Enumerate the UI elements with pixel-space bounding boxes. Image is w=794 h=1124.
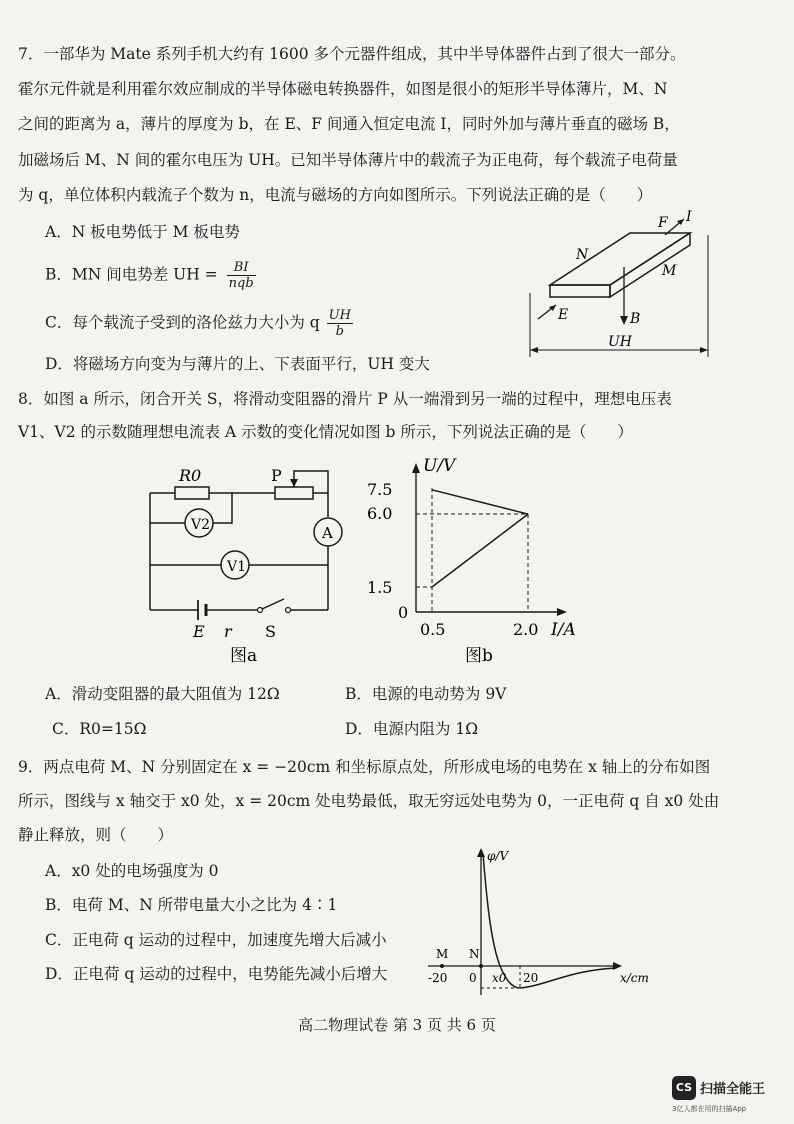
x-tick-2-0: 2.0	[513, 620, 539, 639]
q8-option-d: D．电源内阻为 1Ω	[345, 720, 479, 738]
scanner-logo-icon: CS	[672, 1076, 696, 1100]
v2-wire-right	[213, 493, 232, 523]
q9-stem-line-3: 静止释放，则（ ）	[18, 826, 174, 844]
resistor-r0	[175, 487, 209, 499]
x-axis-arrow	[557, 608, 567, 616]
x-tick-0-5: 0.5	[420, 620, 446, 639]
label-v2: V2	[191, 517, 211, 533]
label-F: F	[658, 215, 668, 231]
label-r0: R0	[179, 466, 202, 485]
label-M: M	[662, 263, 677, 279]
q9-stem-line-1: 9．两点电荷 M、N 分别固定在 x = −20cm 和坐标原点处，所形成电场的电势在 x 轴上的分布如图	[18, 758, 711, 776]
rheostat	[275, 487, 313, 499]
slider-p-arrow	[290, 479, 298, 487]
q7-stem-line-2: 霍尔元件就是利用霍尔效应制成的半导体磁电转换器件，如图是很小的矩形半导体薄片，M、N	[18, 80, 668, 98]
q8-option-c: C．R0=15Ω	[52, 720, 147, 738]
q8-graph	[365, 455, 595, 670]
q7-option-c-text: C．每个载流子受到的洛伦兹力大小为 q	[45, 313, 320, 332]
x-tick-minus-20: -20	[428, 971, 448, 985]
q7-option-d: D．将磁场方向变为与薄片的上、下表面平行，UH 变大	[45, 355, 430, 373]
switch-lever	[262, 599, 284, 609]
q7-stem-line-1: 7．一部华为 Mate 系列手机大约有 1600 多个元器件组成，其中半导体器件占到了很大一部分。	[18, 45, 686, 63]
label-v1: V1	[227, 559, 247, 575]
dim-arrow-left	[530, 347, 538, 353]
q7-option-b	[45, 260, 256, 291]
q7-option-b-numerator: BI	[227, 260, 256, 276]
x-tick-20: 20	[523, 971, 539, 985]
x-axis-label: I/A	[551, 620, 576, 640]
q7-option-c	[45, 308, 353, 339]
q9-potential-graph	[420, 840, 680, 1000]
charge-n	[479, 964, 483, 968]
potential-curve	[483, 854, 616, 988]
dim-arrow-right	[700, 347, 708, 353]
label-N: N	[576, 247, 589, 263]
q9-option-d: D．正电荷 q 运动的过程中，电势能先减小后增大	[45, 965, 388, 983]
label-e: E	[193, 622, 205, 641]
q7-option-b-text: B．MN 间电势差 UH =	[45, 265, 218, 284]
slider-wire	[294, 471, 328, 493]
y-tick-6-0: 6.0	[367, 504, 393, 523]
label-r: r	[224, 622, 232, 641]
q8-option-a: A．滑动变阻器的最大阻值为 12Ω	[45, 685, 280, 703]
q7-option-a: A．N 板电势低于 M 板电势	[45, 223, 240, 241]
switch-pivot	[258, 608, 263, 613]
q7-hall-figure	[520, 205, 720, 365]
q8-option-b: B．电源的电动势为 9V	[345, 685, 507, 703]
scanner-name: 扫描全能王	[700, 1082, 766, 1097]
page-footer: 高二物理试卷 第 3 页 共 6 页	[298, 1016, 496, 1034]
y-axis-arrow	[412, 463, 420, 473]
hall-plate-side	[610, 233, 690, 297]
label-B: B	[630, 311, 641, 327]
q8-stem-line-2: V1、V2 的示数随理想电流表 A 示数的变化情况如图 b 所示，下列说法正确的是（ ）	[18, 423, 633, 441]
series-v1-line	[432, 490, 528, 514]
x-axis-label: x/cm	[620, 971, 649, 985]
q7-stem-line-5: 为 q，单位体积内载流子个数为 n，电流与磁场的方向如图所示。下列说法正确的是（ ）	[18, 186, 653, 204]
label-UH: UH	[608, 334, 633, 350]
label-a: A	[322, 524, 333, 542]
scanner-tagline: 3亿人都在用的扫描App	[672, 1105, 747, 1113]
charge-m	[440, 964, 444, 968]
q7-option-c-numerator: UH	[328, 308, 351, 323]
caption-b: 图b	[465, 646, 493, 666]
y-tick-1-5: 1.5	[367, 578, 393, 597]
b-field-arrowhead	[620, 316, 628, 325]
y-axis-label: φ/V	[487, 849, 509, 863]
label-p: P	[271, 466, 282, 485]
q9-option-a: A．x0 处的电场强度为 0	[45, 862, 219, 880]
q7-option-c-fraction	[327, 308, 353, 339]
hall-plate-front	[550, 285, 610, 297]
label-n: N	[469, 947, 480, 961]
x-tick-0: 0	[469, 971, 477, 985]
q7-stem-line-3: 之间的距离为 a，薄片的厚度为 b，在 E、F 间通入恒定电流 I，同时外加与薄片垂直的磁场 B，	[18, 115, 680, 133]
q8-circuit	[140, 455, 355, 675]
q7-option-b-fraction	[227, 260, 256, 291]
label-I: I	[686, 209, 692, 225]
q9-option-c: C．正电荷 q 运动的过程中，加速度先增大后减小	[45, 931, 387, 949]
q7-stem-line-4: 加磁场后 M、N 间的霍尔电压为 UH。已知半导体薄片中的载流子为正电荷，每个载流子电荷量	[18, 151, 678, 169]
scanner-watermark	[672, 1076, 790, 1116]
switch-contact	[286, 608, 291, 613]
label-E: E	[558, 307, 569, 323]
q9-stem-line-2: 所示，图线与 x 轴交于 x0 处，x = 20cm 处电势最低，取无穷远处电势为 0，一正电荷 q 自 x0 处由	[18, 792, 720, 810]
series-v2-line	[432, 514, 528, 587]
y-tick-7-5: 7.5	[367, 480, 393, 499]
label-s: S	[265, 622, 276, 641]
origin-label: 0	[398, 603, 409, 622]
q7-option-c-denominator: b	[335, 324, 344, 339]
label-m: M	[436, 947, 449, 961]
q7-option-b-denominator: nqb	[228, 276, 254, 291]
caption-a: 图a	[230, 646, 258, 666]
q8-stem-line-1: 8．如图 a 所示，闭合开关 S，将滑动变阻器的滑片 P 从一端滑到另一端的过程中，理想电压表	[18, 390, 672, 408]
x-tick-x0: x0	[492, 971, 507, 985]
y-axis-label: U/V	[423, 456, 456, 476]
q9-option-b: B．电荷 M、N 所带电量大小之比为 4∶1	[45, 896, 338, 914]
